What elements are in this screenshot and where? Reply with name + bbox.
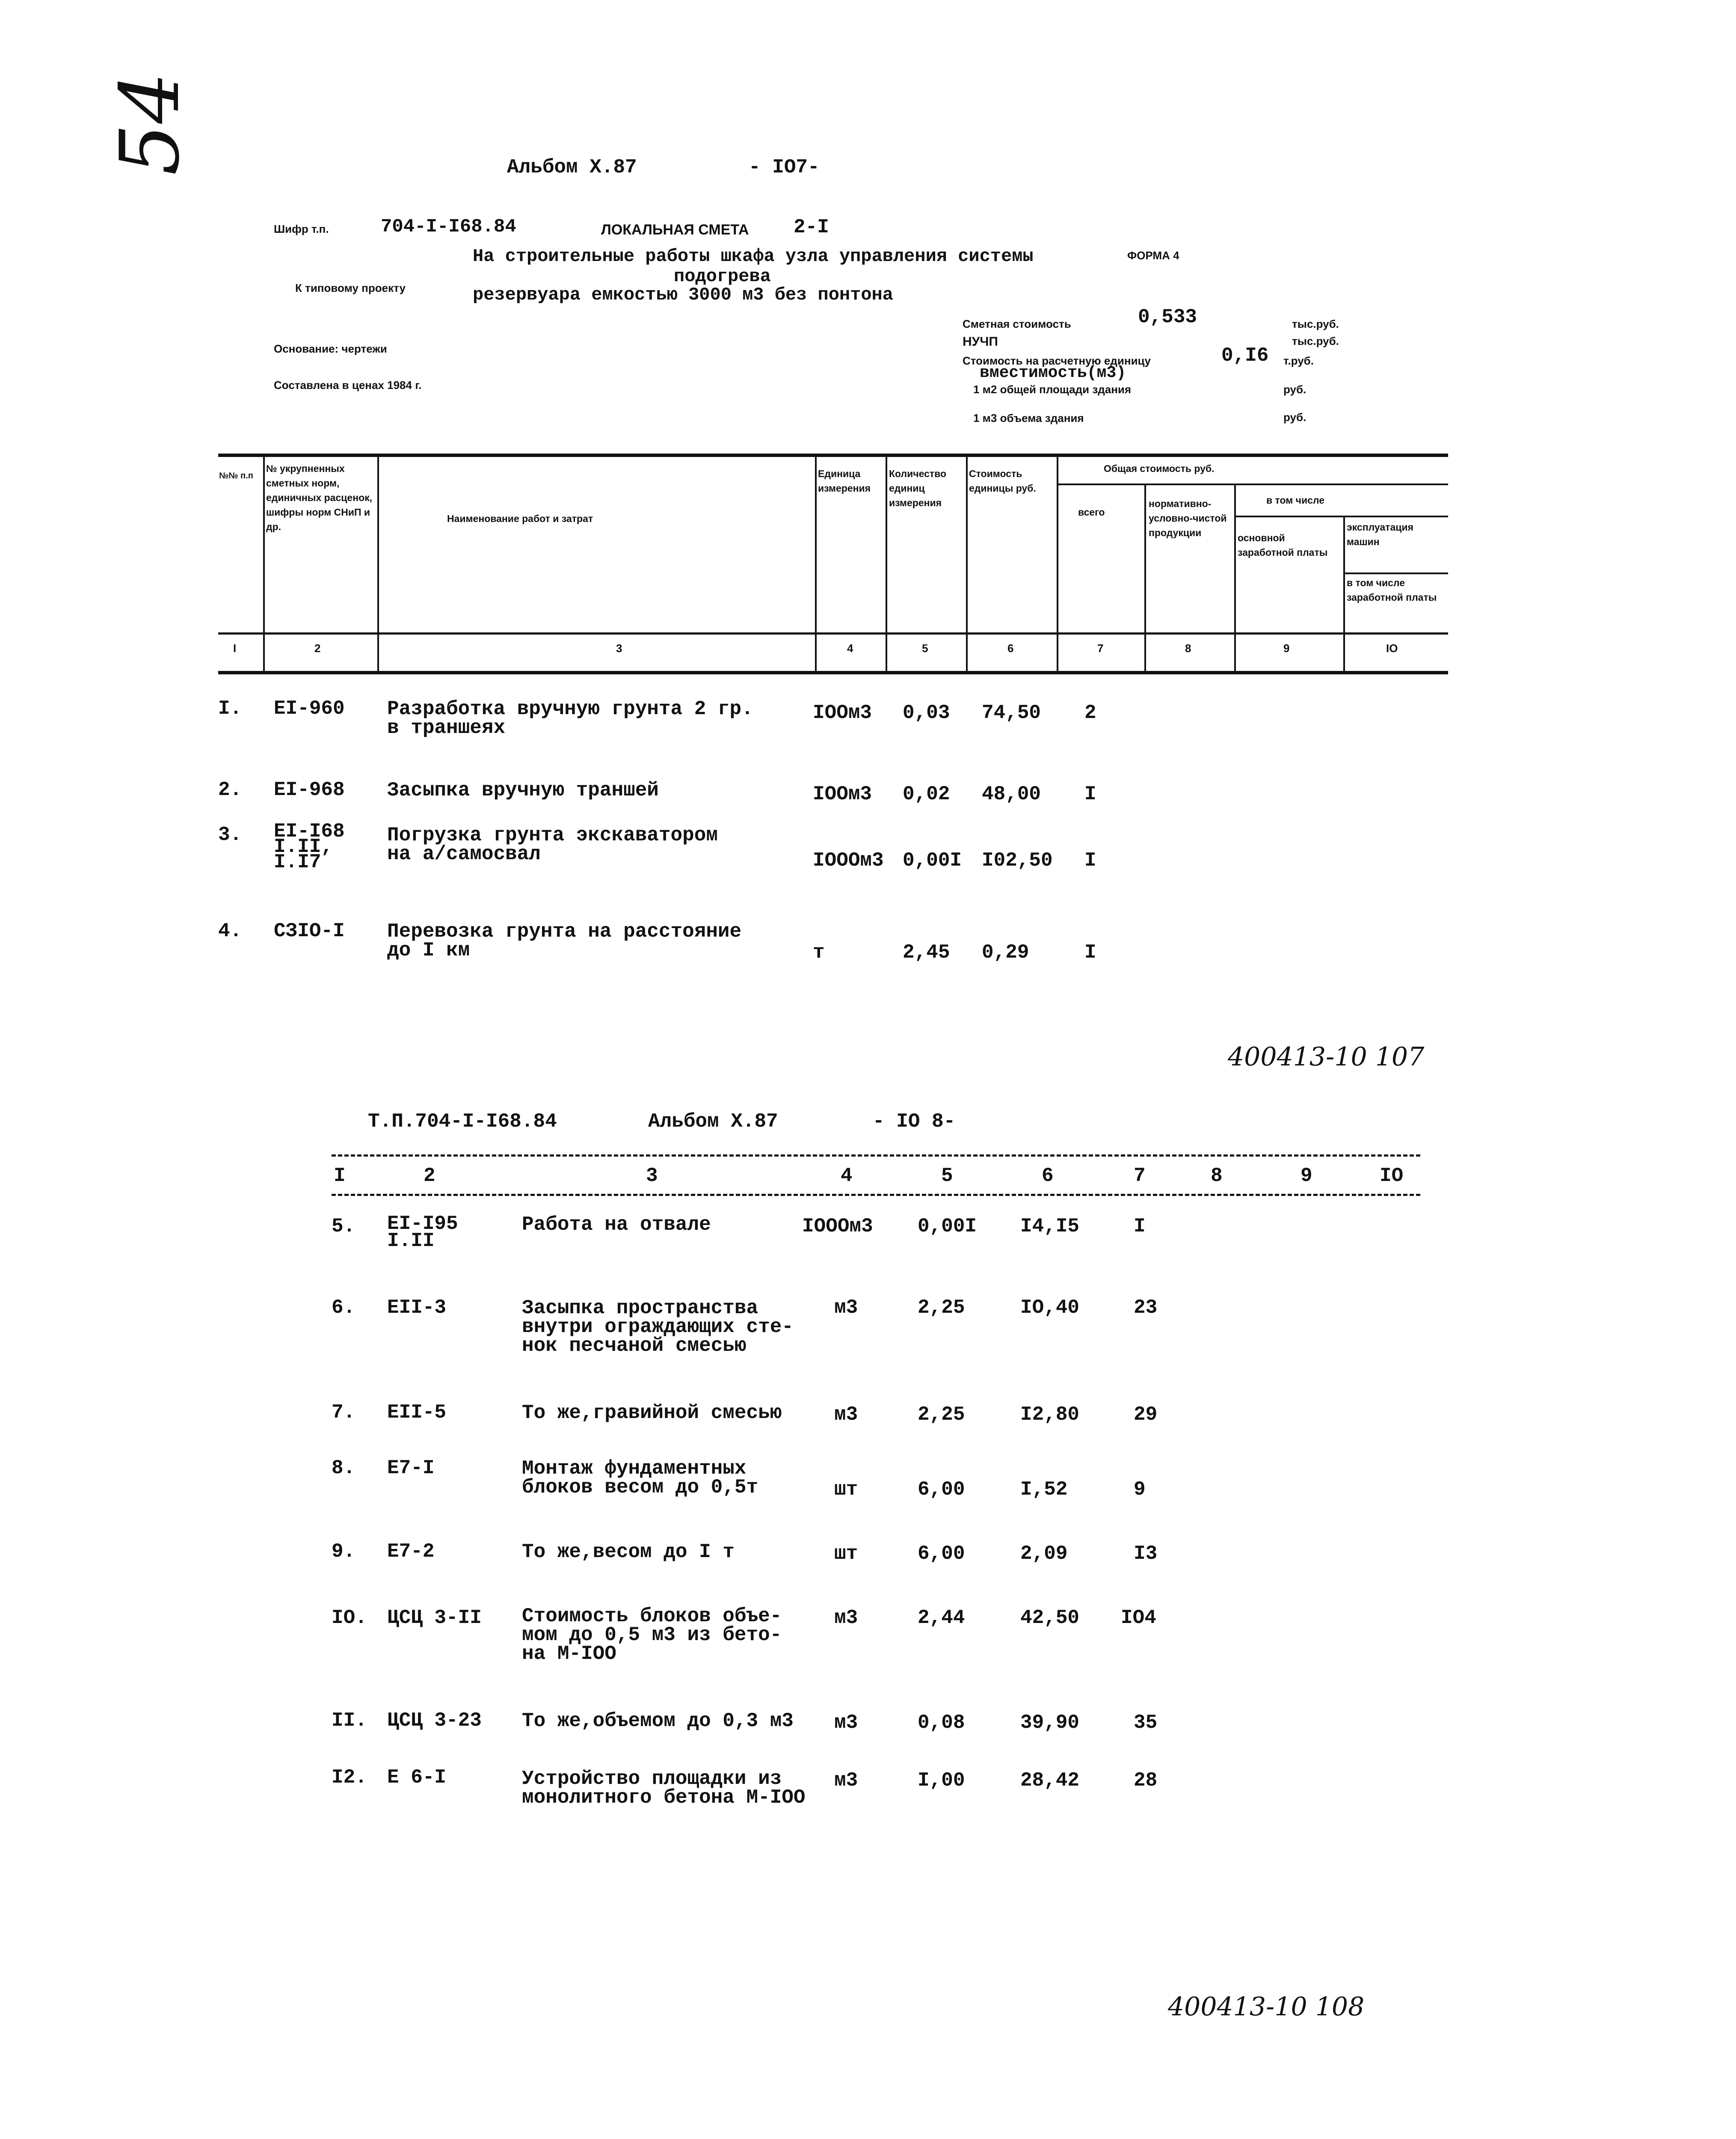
header-total-group: Общая стоимость руб. — [1104, 463, 1215, 474]
row-qty: 6,00 — [918, 1543, 965, 1565]
row-code: CЗIO-I — [274, 920, 345, 942]
row-qty: I,00 — [918, 1769, 965, 1792]
row-name: Засыпка вручную траншей — [387, 779, 659, 801]
row-number: 8. — [332, 1457, 355, 1479]
header-unit: Единица измерения — [818, 468, 871, 494]
col-number: 4 — [847, 642, 853, 655]
col-number: 2 — [424, 1165, 435, 1187]
estimated-cost-unit: тыс.руб. — [1292, 317, 1339, 330]
table-top-rule — [218, 454, 1448, 457]
row-total: I — [1084, 783, 1096, 805]
row-price: 28,42 — [1020, 1769, 1080, 1792]
table-rule-total-group — [1057, 484, 1448, 485]
row-number: 5. — [332, 1215, 355, 1237]
row-number: 7. — [332, 1401, 355, 1424]
col-number: IO — [1386, 642, 1398, 655]
table-numbers-bottom-rule — [218, 671, 1448, 674]
col-divider — [815, 457, 817, 674]
volume-cost-unit: руб. — [1283, 411, 1306, 424]
row-code: EI-960 — [274, 697, 345, 720]
estimated-cost-label: Сметная стоимость — [963, 317, 1071, 330]
col-number: 6 — [1007, 642, 1014, 655]
cipher-label: Шифр т.п. — [274, 223, 329, 235]
row-name: То же,объемом до 0,3 м3 — [522, 1710, 794, 1732]
row-unit: IOOOм3 — [802, 1215, 873, 1237]
header-qty: Количество единиц измерения — [889, 468, 947, 508]
row-qty: 2,25 — [918, 1403, 965, 1426]
col-number: 5 — [922, 642, 928, 655]
to-project-label: К типовому проекту — [295, 282, 406, 294]
row-price: 74,50 — [982, 702, 1041, 724]
page2-number: - IO 8- — [873, 1110, 956, 1133]
col-divider — [377, 457, 379, 674]
row-qty: 6,00 — [918, 1478, 965, 1501]
row-code: EI-I68 I.II, I.I7 — [274, 820, 345, 873]
album-label: Альбом X.87 — [507, 156, 637, 178]
area-cost-label: 1 м2 общей площади здания — [973, 383, 1132, 396]
row-price: 42,50 — [1020, 1607, 1080, 1629]
row-code: EII-3 — [387, 1296, 447, 1319]
header-code: № укрупненных сметных норм, единичных расценок, шифры норм СНиП и др. — [266, 463, 373, 532]
col-number: IO — [1380, 1165, 1404, 1187]
row-price: 48,00 — [982, 783, 1041, 805]
row-number: 2. — [218, 779, 242, 801]
header-incl: в том числе — [1266, 495, 1325, 506]
row-unit: шт — [834, 1478, 858, 1501]
row-code: EI-968 — [274, 779, 345, 801]
row-unit: IOOOм3 — [813, 849, 884, 872]
col-number: 7 — [1134, 1165, 1146, 1187]
row-code: ЦСЦ 3-II — [387, 1607, 482, 1629]
header-num: №№ п.п — [219, 471, 253, 481]
table-header-bottom-rule — [218, 632, 1448, 635]
row-price: I4,I5 — [1020, 1215, 1080, 1237]
row-total: 28 — [1134, 1769, 1158, 1792]
doc-type: ЛОКАЛЬНАЯ СМЕТА — [601, 222, 749, 238]
row-name: Стоимость блоков объе- мом до 0,5 м3 из бето- на М-IOO — [522, 1605, 782, 1665]
row-number: IO. — [332, 1607, 367, 1629]
row-number: 4. — [218, 920, 242, 942]
col-number: 4 — [841, 1165, 853, 1187]
row-total: IO4 — [1121, 1607, 1156, 1629]
row-code: E 6-I — [387, 1766, 447, 1789]
title-line-3: резервуара емкостью 3000 м3 без понтона — [473, 285, 893, 305]
col-divider — [1343, 517, 1345, 674]
margin-handwritten-note: 54 — [103, 72, 197, 175]
table-rule-machines — [1343, 573, 1448, 574]
row-qty: 2,45 — [903, 941, 950, 964]
row-name: Перевозка грунта на расстояние до I км — [387, 920, 742, 961]
row-name: Погрузка грунта экскаватором на а/самосвал — [387, 824, 718, 865]
row-price: 0,29 — [982, 941, 1029, 964]
col-divider — [886, 457, 887, 674]
header-machines-incl: в том числе заработной платы — [1347, 577, 1437, 603]
row-number: 3. — [218, 824, 242, 846]
header-base-pay: основной заработной платы — [1238, 532, 1328, 558]
row-name: Монтаж фундаментных блоков весом до 0,5т — [522, 1457, 758, 1498]
row-price: I02,50 — [982, 849, 1053, 872]
row-unit: IOOм3 — [813, 702, 872, 724]
row-total: 23 — [1134, 1296, 1158, 1319]
basis-label: Основание: чертежи — [274, 342, 387, 355]
row-name: Засыпка пространства внутри ограждающих сте- нок песчаной смесью — [522, 1297, 794, 1357]
forma-label: ФОРМА 4 — [1127, 249, 1179, 262]
row-total: 9 — [1134, 1478, 1146, 1501]
row-qty: 0,00I — [918, 1215, 977, 1237]
col-divider — [1057, 457, 1058, 674]
nuchp-label: НУЧП — [963, 335, 998, 349]
page2-cipher: Т.П.704-I-I68.84 — [368, 1110, 557, 1133]
row-number: II. — [332, 1709, 367, 1732]
cipher-value: 704-I-I68.84 — [381, 216, 516, 237]
title-line-2: подогрева — [674, 266, 771, 287]
row-price: 39,90 — [1020, 1712, 1080, 1734]
row-qty: 0,08 — [918, 1712, 965, 1734]
row-qty: 0,00I — [903, 849, 962, 872]
row-number: 9. — [332, 1540, 355, 1563]
header-normative: нормативно-условно-чистой продукции — [1149, 498, 1227, 538]
col-number: 5 — [941, 1165, 953, 1187]
col-number: 3 — [646, 1165, 658, 1187]
header-total: всего — [1078, 507, 1105, 518]
col-divider — [1144, 485, 1146, 674]
dashed-rule-top — [332, 1154, 1420, 1157]
row-number: I2. — [332, 1766, 367, 1789]
table-rule-incl — [1234, 516, 1448, 517]
archive-stamp: 400413-10 108 — [1168, 1992, 1365, 2022]
row-unit: м3 — [834, 1769, 858, 1792]
col-number: I — [334, 1165, 346, 1187]
col-number: 8 — [1185, 642, 1191, 655]
header-machines: эксплуатация машин — [1347, 522, 1413, 547]
col-number: 3 — [616, 642, 622, 655]
row-unit: м3 — [834, 1712, 858, 1734]
row-unit: м3 — [834, 1607, 858, 1629]
area-cost-unit: руб. — [1283, 383, 1306, 396]
row-unit: шт — [834, 1543, 858, 1565]
unit-cost-label: Стоимость на расчетную единицу — [963, 354, 1151, 367]
header-name: Наименование работ и затрат — [447, 513, 593, 524]
page-number: - IO7- — [749, 156, 820, 178]
row-price: I2,80 — [1020, 1403, 1080, 1426]
col-divider — [1234, 485, 1236, 674]
row-unit: т — [813, 941, 825, 964]
col-number: 9 — [1283, 642, 1290, 655]
row-total: I — [1084, 849, 1096, 872]
row-name: Работа на отвале — [522, 1213, 711, 1236]
row-total: 29 — [1134, 1403, 1158, 1426]
archive-stamp: 400413-10 107 — [1228, 1042, 1425, 1072]
row-qty: 2,44 — [918, 1607, 965, 1629]
row-total: I — [1134, 1215, 1146, 1237]
compiled-label: Составлена в ценах 1984 г. — [274, 379, 422, 392]
page2-album: Альбом X.87 — [648, 1110, 778, 1133]
estimated-cost-value: 0,533 — [1138, 306, 1197, 328]
row-unit: м3 — [834, 1403, 858, 1426]
title-line-1: На строительные работы шкафа узла управления системы — [473, 246, 1034, 267]
row-code: ЦСЦ 3-23 — [387, 1709, 482, 1732]
row-price: IO,40 — [1020, 1296, 1080, 1319]
col-number: I — [233, 642, 237, 655]
col-number: 2 — [314, 642, 321, 655]
row-name: Разработка вручную грунта 2 гр. в траншеях — [387, 698, 753, 739]
unit-cost-value: 0,I6 — [1221, 344, 1269, 367]
nuchp-unit: тыс.руб. — [1292, 335, 1339, 347]
row-code: E7-2 — [387, 1540, 435, 1563]
capacity-label: вместимость(м3) — [980, 364, 1126, 382]
row-unit: IOOм3 — [813, 783, 872, 805]
row-unit: м3 — [834, 1296, 858, 1319]
row-code: E7-I — [387, 1457, 435, 1479]
col-divider — [966, 457, 968, 674]
dashed-rule-bottom — [332, 1194, 1420, 1196]
row-total: I3 — [1134, 1543, 1158, 1565]
row-qty: 0,02 — [903, 783, 950, 805]
row-price: I,52 — [1020, 1478, 1068, 1501]
row-price: 2,09 — [1020, 1543, 1068, 1565]
row-total: 2 — [1084, 702, 1096, 724]
row-code: EII-5 — [387, 1401, 447, 1424]
row-qty: 2,25 — [918, 1296, 965, 1319]
col-number: 9 — [1301, 1165, 1312, 1187]
col-number: 6 — [1042, 1165, 1054, 1187]
row-name: Устройство площадки из монолитного бетона М-IOO — [522, 1768, 806, 1809]
row-number: I. — [218, 697, 242, 720]
row-total: I — [1084, 941, 1096, 964]
row-name: То же,весом до I т — [522, 1541, 735, 1563]
col-number: 8 — [1211, 1165, 1223, 1187]
col-number: 7 — [1097, 642, 1104, 655]
header-unit-cost: Стоимость единицы руб. — [969, 468, 1036, 494]
row-number: 6. — [332, 1296, 355, 1319]
row-total: 35 — [1134, 1712, 1158, 1734]
volume-cost-label: 1 м3 объема здания — [973, 412, 1084, 424]
row-code: EI-I95 I.II — [387, 1213, 458, 1252]
row-qty: 0,03 — [903, 702, 950, 724]
doc-number: 2-I — [794, 216, 829, 238]
unit-cost-unit: т.руб. — [1283, 354, 1314, 367]
col-divider — [263, 457, 265, 674]
row-name: То же,гравийной смесью — [522, 1402, 782, 1424]
